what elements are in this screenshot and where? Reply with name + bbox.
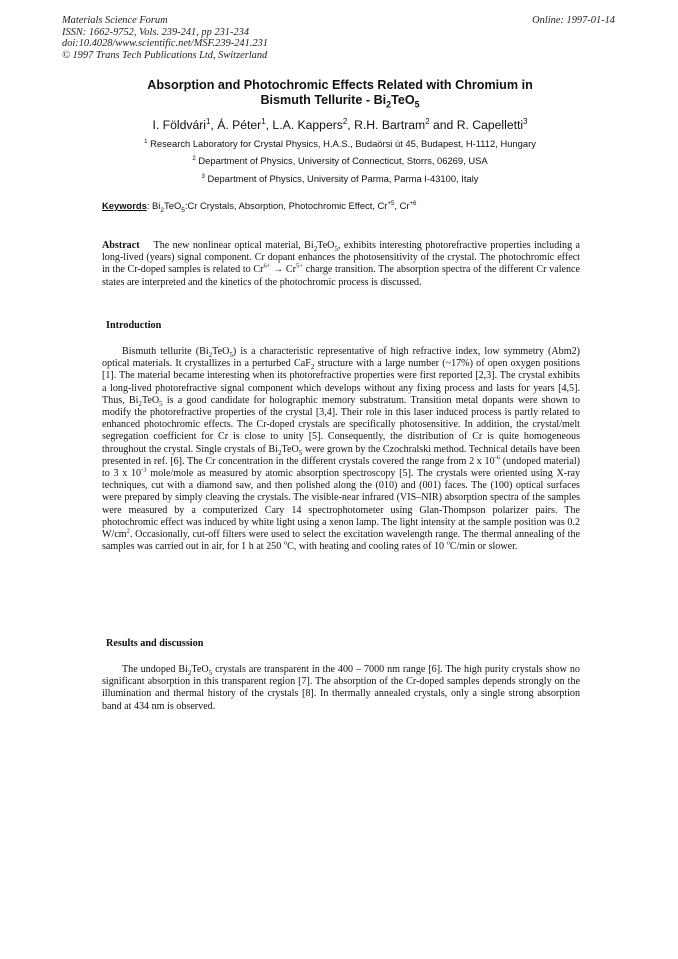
author-list xyxy=(60,118,620,132)
author-name: I. Földvári xyxy=(152,118,207,132)
title-text: Bismuth Tellurite - Bi xyxy=(260,93,387,107)
affiliation-1 xyxy=(60,138,620,149)
section-heading-results: Results and discussion xyxy=(106,638,204,649)
journal-name: Materials Science Forum xyxy=(62,15,168,26)
affiliation-text: Department of Physics, University of Parma, Parma I-43100, Italy xyxy=(207,173,479,184)
body-text: TeO xyxy=(191,664,209,675)
subscript: 5 xyxy=(208,669,213,678)
abstract-text: charge transition. The absorption spectra of the different Cr valence states are interpreted and the kinetics of the photochromic process is discussed. xyxy=(102,264,580,288)
body-text: (undoped material) to 3 x 10 xyxy=(102,455,580,480)
body-text: The undoped Bi xyxy=(122,664,188,675)
title-subscript: 5 xyxy=(414,99,420,110)
subscript: 5 xyxy=(229,351,233,360)
body-text: TeO xyxy=(212,346,230,357)
body-text: ) is a characteristic representative of high refractive index, low symmetry (Abm2) optical materials. It crystallizes in a perturbed CaF xyxy=(102,346,580,370)
introduction-paragraph xyxy=(102,346,580,553)
section-heading-introduction: Introduction xyxy=(106,320,162,331)
superscript: o xyxy=(446,539,450,547)
affiliation-3 xyxy=(60,173,620,184)
author-affil-mark: 1 xyxy=(206,116,211,126)
keyword-text: :Cr Crystals, Absorption, Photochromic Effect, Cr xyxy=(184,200,388,211)
keyword-text: , Cr xyxy=(394,200,410,211)
issn-line: ISSN: 1662-9752, Vols. 239-241, pp 231-234 xyxy=(62,26,250,38)
keyword-superscript: +6 xyxy=(409,199,417,207)
author-separator: , xyxy=(347,118,355,132)
keywords-colon: : xyxy=(146,200,153,211)
author-separator: , xyxy=(265,118,273,132)
keywords-label: Keywords xyxy=(102,200,147,211)
author-separator: and xyxy=(429,118,457,132)
keyword-subscript: 2 xyxy=(160,206,165,214)
affiliation-text: Department of Physics, University of Connecticut, Storrs, 06269, USA xyxy=(198,155,488,166)
affiliation-mark: 1 xyxy=(144,137,148,145)
doi-link[interactable]: doi:10.4028/www.scientific.net/MSF.239-241.231 xyxy=(62,38,268,50)
abstract-text: , exhibits interesting photorefractive properties including a long-lived (years) signal component. Cr dopant enhances the photosensitivity of the crystal. The photochromic effect in the Cr-doped samples is related to Cr xyxy=(102,240,581,276)
abstract-label: Abstract xyxy=(102,240,140,251)
body-text: Bismuth tellurite (Bi xyxy=(122,346,209,357)
abstract-block xyxy=(102,240,580,289)
body-text: mole/mole as measured by atomic absorption spectroscopy [5]. The crystals were oriented using X-ray techniques, cut with a diamond saw, and then polished along the (010) and (001) faces. The (100) optical surfaces were prepared by simply cleaving the crystals. The visible-near infrared (VIS–NIR) absorption spectra of the samples were measured by a computerized Cary 14 spectrophotometer using Glan-Thompson polarizer pairs. The photochromic effect was induced by white light using a xenon lamp. The light intensity at the sample position was 0.2 W/cm xyxy=(102,468,580,541)
author-affil-mark: 3 xyxy=(523,116,528,126)
journal-header xyxy=(62,15,268,61)
abstract-superscript: 6+ xyxy=(263,263,271,271)
subscript: 2 xyxy=(187,669,192,678)
affiliation-mark: 2 xyxy=(192,154,196,162)
abstract-text: → Cr xyxy=(270,264,296,276)
body-text: C/min or slower. xyxy=(449,541,518,553)
body-text: crystals are transparent in the 400 – 7000 nm range [6]. The high purity crystals show no significant absorption in this transparent region [7]. The absorption of the Cr-doped samples depends strongly on the illumination and thermal history of the crystals [8]. In thermally annealed crystals, only a single strong absorption band at 434 nm is observed. xyxy=(102,664,580,712)
abstract-text: TeO xyxy=(317,240,335,251)
abstract-superscript: 5+ xyxy=(296,263,303,271)
results-paragraph xyxy=(102,664,580,713)
author-affil-mark: 1 xyxy=(261,116,266,126)
author-separator: , xyxy=(210,118,218,132)
title-line-2 xyxy=(60,93,620,108)
superscript: -3 xyxy=(141,466,147,474)
keyword-superscript: +5 xyxy=(387,199,395,207)
affiliation-text: Research Laboratory for Crystal Physics, H.A.S., Budaörsi út 45, Budapest, H-1112, Hungary xyxy=(150,138,536,149)
subscript: 5 xyxy=(298,448,303,457)
subscript: 2 xyxy=(138,399,142,408)
superscript: 2 xyxy=(126,527,130,535)
keywords-line xyxy=(102,199,582,214)
subscript: 2 xyxy=(277,448,282,457)
author-name: Á. Péter xyxy=(217,118,262,132)
abstract-subscript: 5 xyxy=(334,245,338,254)
body-text: is a good candidate for holographic memory substratum. Transition metal dopants were shown to modify the photorefractive properties of the crystal [3,4]. Their role in this laser induced process is partly related to enhanced photochromic effects. The Cr-doped crystals are specifically photosensitive. In addition, the crystal/melt segregation coefficient for Cr is close to unity [5]. Consequently, the distribution of Cr is quite homogeneous throughout the crystal. Single crystals of Bi xyxy=(102,394,580,455)
title-line-1: Absorption and Photochromic Effects Related with Chromium in xyxy=(147,78,533,92)
affiliation-2 xyxy=(60,155,620,166)
keyword-text: Bi xyxy=(152,200,161,211)
paper-title xyxy=(60,78,620,108)
author-name: R.H. Bartram xyxy=(354,118,426,132)
subscript: 2 xyxy=(310,363,315,372)
online-date: Online: 1997-01-14 xyxy=(532,15,615,26)
title-subscript: 2 xyxy=(386,99,392,110)
affiliation-mark: 3 xyxy=(201,172,205,180)
body-text: structure with a large number (~17%) of open oxygen positions [1]. The material became interesting when its photorefractive properties were first reported [2,3]. The crystal exhibits a long-lived photorefractive signal component which develops without any fixing process and lasts for years [4,5]. Thus, Bi xyxy=(102,358,580,406)
subscript: 2 xyxy=(208,351,213,360)
body-text: were grown by the Czochralski method. Technical details have been presented in ref. [6]. The Cr concentration in the different crystals covered the range from 2 x 10 xyxy=(102,443,580,467)
author-affil-mark: 2 xyxy=(425,116,430,126)
body-text: . Occasionally, cut-off filters were used to select the excitation wavelength range. The thermal annealing of the samples was carried out in air, for 1 h at 250 xyxy=(102,529,580,553)
body-text: TeO xyxy=(141,394,160,406)
author-affil-mark: 2 xyxy=(342,116,348,126)
author-name: L.A. Kappers xyxy=(272,118,343,132)
superscript: o xyxy=(283,539,288,547)
body-text: C, with heating and cooling rates of 10 xyxy=(287,541,447,553)
subscript: 5 xyxy=(159,399,163,408)
keyword-text: TeO xyxy=(164,200,182,211)
superscript: -6 xyxy=(494,454,501,462)
copyright-line: © 1997 Trans Tech Publications Ltd, Switzerland xyxy=(62,49,268,61)
author-name: R. Capelletti xyxy=(456,118,524,132)
abstract-subscript: 2 xyxy=(313,245,318,254)
title-text: TeO xyxy=(391,93,415,107)
abstract-text: The new nonlinear optical material, Bi xyxy=(153,240,314,251)
keyword-subscript: 5 xyxy=(181,206,185,214)
body-text: TeO xyxy=(281,443,299,455)
